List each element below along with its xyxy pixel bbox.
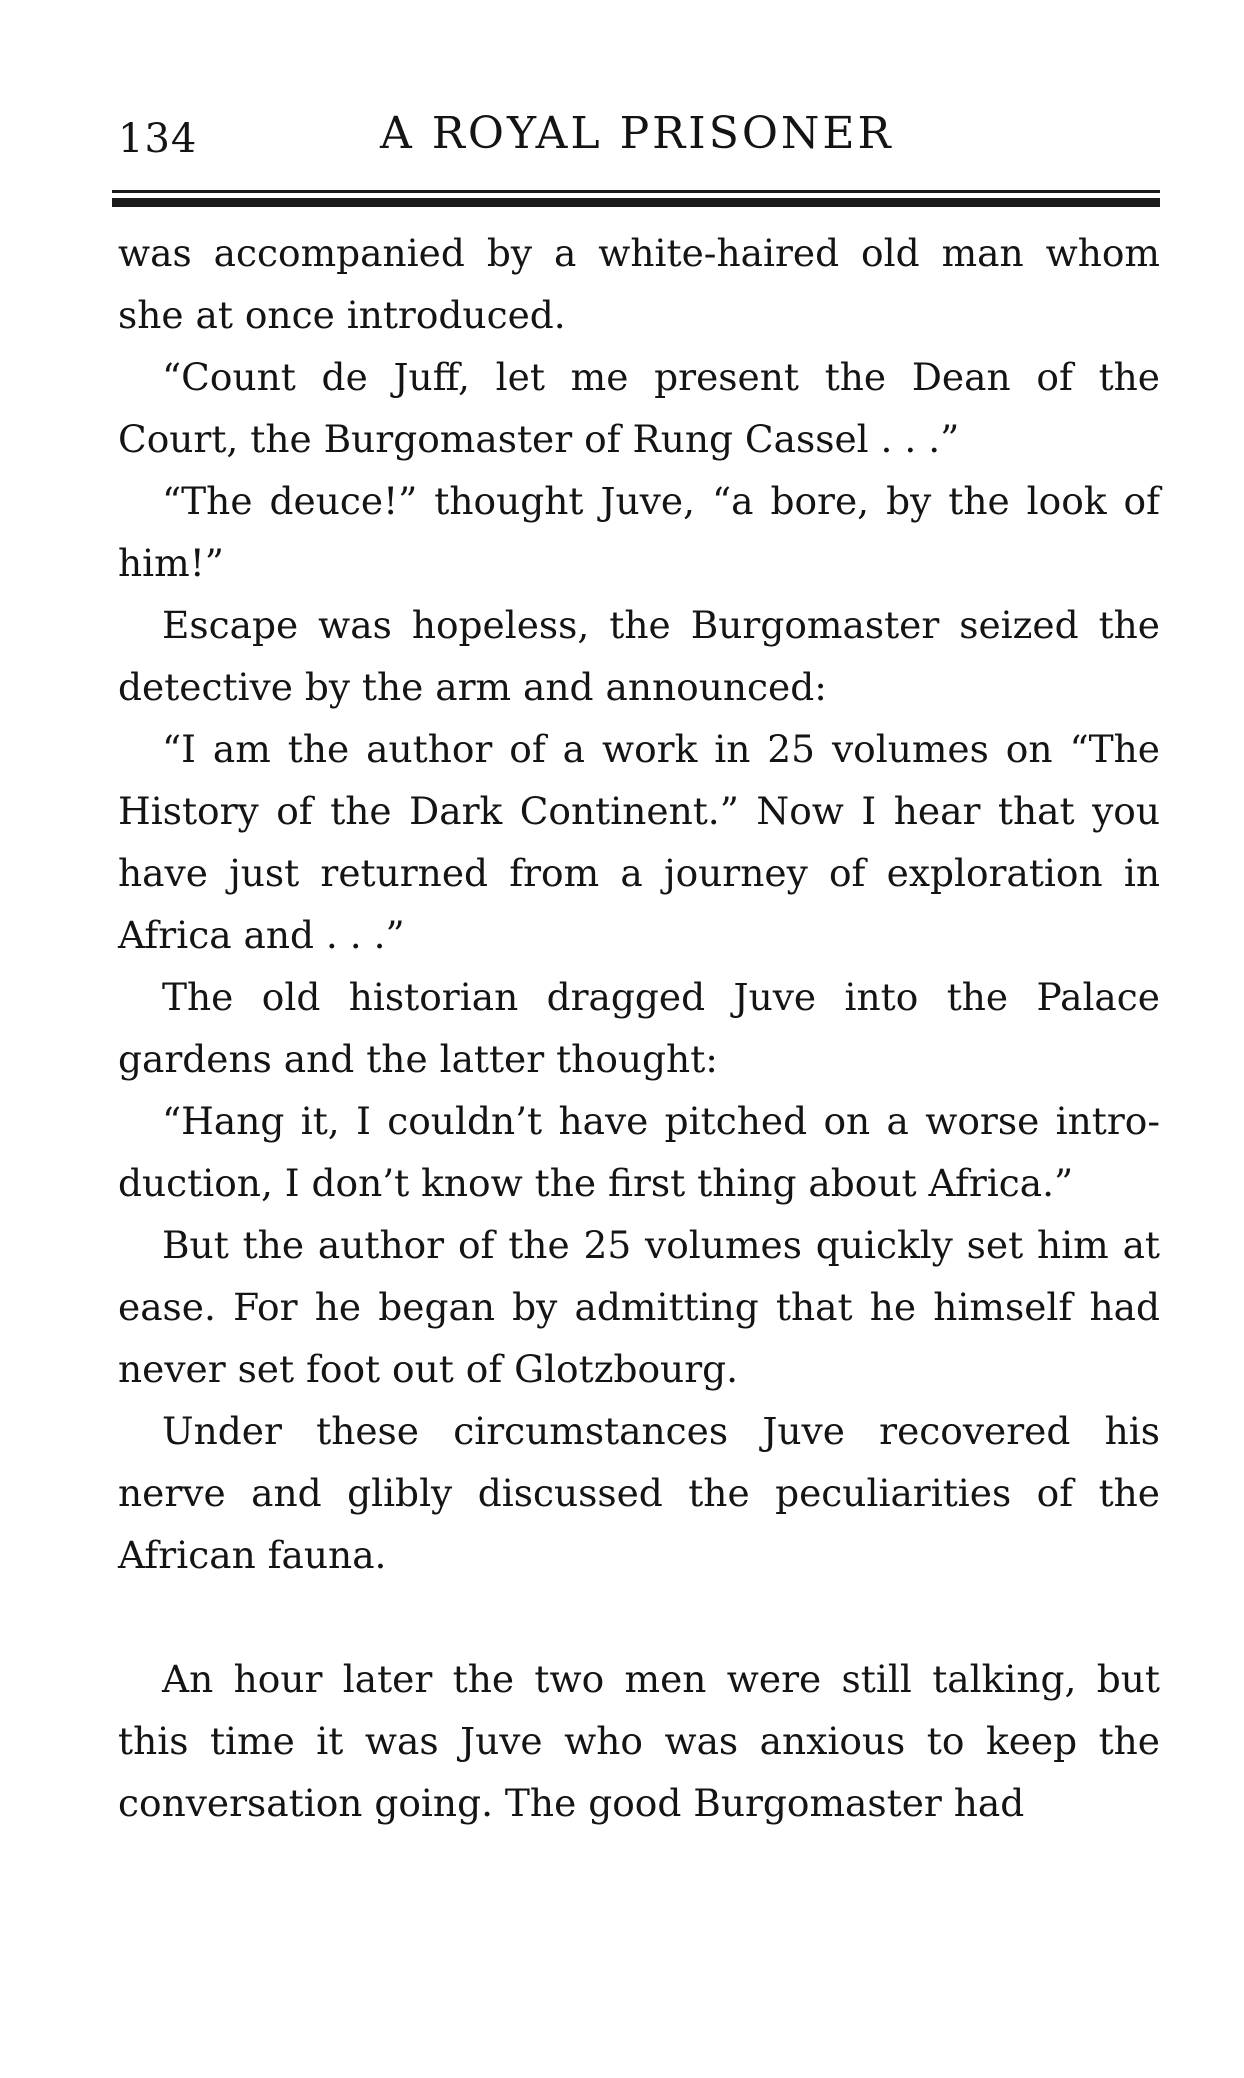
paragraph: “The deuce!” thought Juve, “a bore, by the look of him!” — [118, 479, 1160, 585]
paragraph: Escape was hopeless, the Burgomaster seized the detective by the arm and announced: — [118, 603, 1160, 709]
paragraph: Under these circumstances Juve recovered his nerve and glibly discussed the peculiarities of the African fauna. — [118, 1409, 1160, 1577]
running-title: A ROYAL PRISONER — [380, 108, 894, 159]
paragraph: “Count de Juff, let me present the Dean of the Court, the Burgomaster of Rung Cassel . . .” — [118, 355, 1160, 461]
paragraph: The old historian dragged Juve into the Palace gardens and the latter thought: — [118, 975, 1160, 1081]
header-rule-thin — [112, 190, 1160, 193]
page-header — [118, 108, 1158, 178]
paragraph: “I am the author of a work in 25 volumes on “The History of the Dark Continent.” Now I hear that you have just returned from a journey of exploration in Africa and . . .” — [118, 727, 1160, 957]
header-rule-thick — [112, 198, 1160, 207]
body-text — [118, 222, 1160, 1834]
paragraph: “Hang it, I couldn’t have pitched on a worse introduction, I don’t know the first thing about Africa.” — [118, 1099, 1160, 1205]
paragraph-continued: was accompanied by a white-haired old man whom she at once introduced. — [118, 231, 1160, 337]
paragraph: An hour later the two men were still talking, but this time it was Juve who was anxious to keep the conversation going. The good Burgomaster had — [118, 1657, 1160, 1825]
paragraph: But the author of the 25 volumes quickly set him at ease. For he began by admitting that he himself had never set foot out of Glotzbourg. — [118, 1223, 1160, 1391]
section-break — [118, 1586, 1160, 1648]
page-number: 134 — [118, 116, 198, 162]
